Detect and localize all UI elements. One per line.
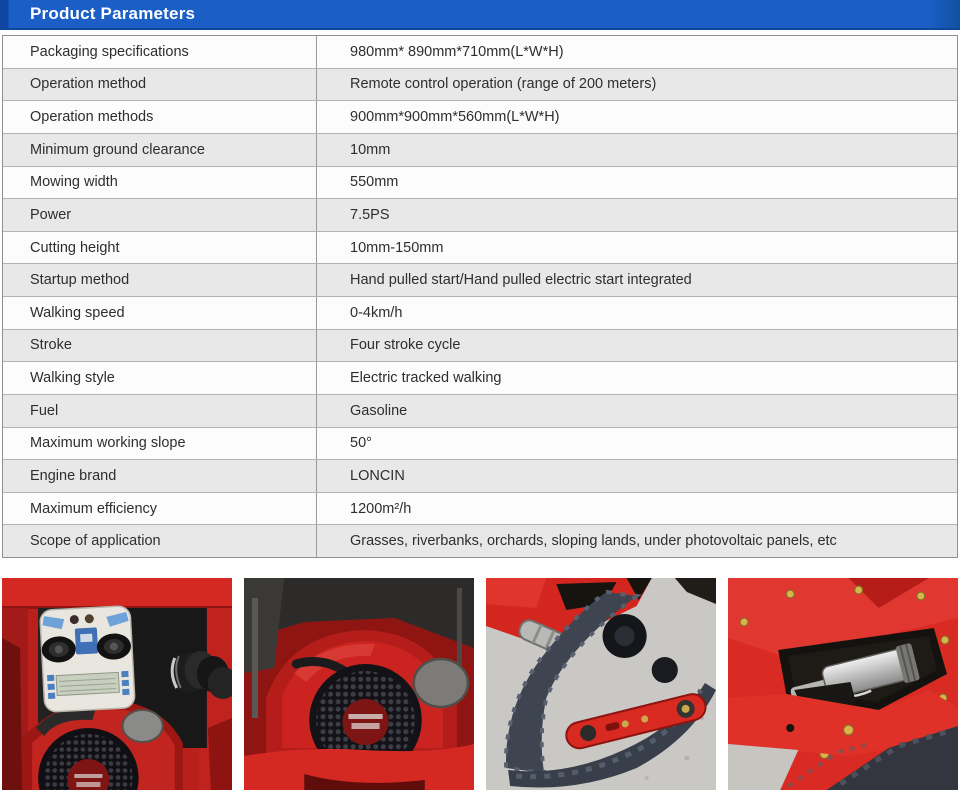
table-row [3,394,957,427]
table-row [3,492,957,525]
photo-remote-controller-engine-bay [2,578,232,790]
param-label: Cutting height [3,232,317,264]
table-row [3,231,957,264]
param-label: Mowing width [3,167,317,199]
param-label: Power [3,199,317,231]
param-label: Stroke [3,330,317,362]
table-row [3,329,957,362]
param-value: LONCIN [350,467,405,484]
param-value: Four stroke cycle [350,337,461,354]
param-value: Remote control operation (range of 200 meters) [350,76,657,93]
table-row [3,427,957,460]
param-value: 980mm* 890mm*710mm(L*W*H) [350,43,564,60]
param-label: Maximum working slope [3,428,317,460]
param-value: 10mm [350,141,391,158]
param-value: Grasses, riverbanks, orchards, sloping lands, under photovoltaic panels, etc [350,533,837,550]
table-row [3,263,957,296]
param-label: Walking style [3,362,317,394]
param-value: 900mm*900mm*560mm(L*W*H) [350,109,560,126]
page-title: Product Parameters [30,4,196,23]
param-label: Engine brand [3,460,317,492]
section-header [0,0,960,30]
table-row [3,459,957,492]
param-value: 7.5PS [350,206,390,223]
param-value: Gasoline [350,402,408,419]
photo-electric-actuator-closeup [728,578,958,790]
param-value: 550mm [350,174,399,191]
param-label: Operation methods [3,101,317,133]
photo-engine-recoil-starter [244,578,474,790]
param-label: Operation method [3,69,317,101]
table-row [3,361,957,394]
table-row [3,198,957,231]
param-value: 0-4km/h [350,304,403,321]
param-label: Walking speed [3,297,317,329]
param-value: 10mm-150mm [350,239,444,256]
table-row [3,36,957,68]
param-label: Scope of application [3,525,317,557]
table-row [3,100,957,133]
table-row [3,296,957,329]
table-row [3,68,957,101]
param-value: 1200m²/h [350,500,412,517]
param-label: Minimum ground clearance [3,134,317,166]
table-row [3,133,957,166]
parameters-table [2,35,958,558]
param-label: Fuel [3,395,317,427]
param-value: 50° [350,435,372,452]
table-row [3,524,957,557]
param-value: Hand pulled start/Hand pulled electric start integrated [350,272,692,289]
param-label: Maximum efficiency [3,493,317,525]
photo-rubber-track-undercarriage [486,578,716,790]
table-row [3,166,957,199]
product-photo-strip [2,578,958,790]
param-label: Packaging specifications [3,36,317,68]
param-value: Electric tracked walking [350,370,502,387]
param-label: Startup method [3,264,317,296]
